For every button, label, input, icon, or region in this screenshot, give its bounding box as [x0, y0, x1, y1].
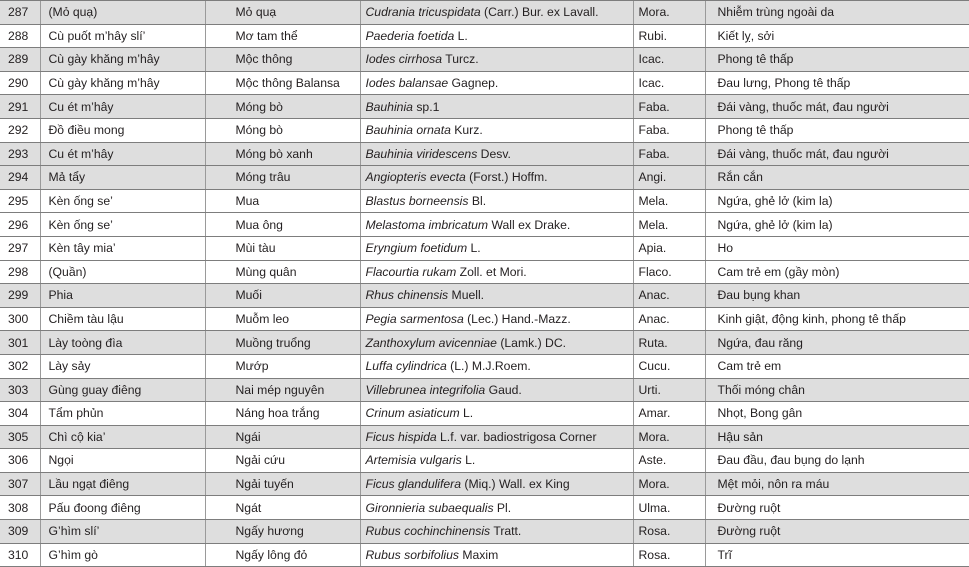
scientific-name-author: L. [459, 406, 474, 421]
local-name-cell: Cu ét m’hây [40, 142, 205, 166]
row-number-cell: 301 [0, 331, 40, 355]
table-row [0, 142, 969, 166]
scientific-name-cell [360, 284, 633, 308]
scientific-name-species: Eryngium foetidum [365, 241, 468, 256]
local-name-cell: Cù gày khăng m’hây [40, 71, 205, 95]
table-row [0, 307, 969, 331]
medicinal-use-cell: Đái vàng, thuốc mát, đau người [705, 142, 969, 166]
medicinal-use-cell: Kinh giật, động kinh, phong tê thấp [705, 307, 969, 331]
vietnamese-name-cell: Mùi tàu [205, 236, 360, 260]
vietnamese-name-cell: Muối [205, 284, 360, 308]
table-row [0, 331, 969, 355]
scientific-name-cell [360, 142, 633, 166]
row-number-cell: 306 [0, 449, 40, 473]
local-name-cell: Pấu đoong điêng [40, 496, 205, 520]
scientific-name-species: Cudrania tricuspidata [365, 5, 481, 20]
scientific-name-species: Rubus cochinchinensis [365, 524, 491, 539]
scientific-name-cell [360, 189, 633, 213]
scientific-name-species: Bauhinia viridescens [365, 146, 478, 161]
family-cell: Ruta. [633, 331, 705, 355]
table-row [0, 24, 969, 48]
row-number-cell: 309 [0, 520, 40, 544]
scientific-name-species: Rubus sorbifolius [365, 547, 459, 562]
medicinal-use-cell: Ngứa, ghẻ lở (kim la) [705, 213, 969, 237]
family-cell: Icac. [633, 48, 705, 72]
vietnamese-name-cell: Muỗm leo [205, 307, 360, 331]
family-cell: Mela. [633, 213, 705, 237]
family-cell: Mora. [633, 425, 705, 449]
vietnamese-name-cell: Mộc thông Balansa [205, 71, 360, 95]
family-cell: Icac. [633, 71, 705, 95]
scientific-name-author: Wall ex Drake. [488, 217, 571, 232]
row-number-cell: 295 [0, 189, 40, 213]
vietnamese-name-cell: Mơ tam thể [205, 24, 360, 48]
local-name-cell: Phia [40, 284, 205, 308]
local-name-cell: Cù puốt m’hây slí’ [40, 24, 205, 48]
vietnamese-name-cell: Mua ông [205, 213, 360, 237]
row-number-cell: 310 [0, 543, 40, 567]
scientific-name-author: Turcz. [442, 52, 479, 67]
family-cell: Faba. [633, 142, 705, 166]
scientific-name-cell [360, 425, 633, 449]
local-name-cell: G’hìm slí’ [40, 520, 205, 544]
row-number-cell: 298 [0, 260, 40, 284]
scientific-name-author: (Miq.) Wall. ex King [461, 477, 570, 492]
scientific-name-cell [360, 71, 633, 95]
scientific-name-author: Muell. [448, 288, 485, 303]
row-number-cell: 293 [0, 142, 40, 166]
family-cell: Mora. [633, 1, 705, 25]
family-cell: Mela. [633, 189, 705, 213]
scientific-name-species: Bauhinia [365, 99, 413, 114]
medicinal-use-cell: Cam trẻ em [705, 354, 969, 378]
row-number-cell: 296 [0, 213, 40, 237]
table-row [0, 378, 969, 402]
scientific-name-author: Tratt. [490, 524, 522, 539]
scientific-name-species: Blastus borneensis [365, 193, 469, 208]
vietnamese-name-cell: Móng trâu [205, 166, 360, 190]
medicinal-use-cell: Kiết lỵ, sởi [705, 24, 969, 48]
local-name-cell: Cu ét m’hây [40, 95, 205, 119]
scientific-name-author: (Carr.) Bur. ex Lavall. [480, 5, 599, 20]
medicinal-use-cell: Nhiễm trùng ngoài da [705, 1, 969, 25]
table-row [0, 189, 969, 213]
scientific-name-cell [360, 307, 633, 331]
scientific-name-author: (L.) M.J.Roem. [446, 359, 531, 374]
medicinal-use-cell: Thối móng chân [705, 378, 969, 402]
table-row [0, 118, 969, 142]
row-number-cell: 305 [0, 425, 40, 449]
scientific-name-author: L. [467, 241, 481, 256]
medicinal-use-cell: Rắn cắn [705, 166, 969, 190]
family-cell: Urti. [633, 378, 705, 402]
scientific-name-cell [360, 354, 633, 378]
scientific-name-species: Iodes cirrhosa [365, 52, 443, 67]
table-row [0, 48, 969, 72]
scientific-name-author: Pl. [493, 500, 512, 515]
scientific-name-species: Pegia sarmentosa [365, 311, 464, 326]
table-row [0, 449, 969, 473]
family-cell: Rubi. [633, 24, 705, 48]
row-number-cell: 303 [0, 378, 40, 402]
local-name-cell: Gùng guay điêng [40, 378, 205, 402]
scientific-name-species: Crinum asiaticum [365, 406, 460, 421]
local-name-cell: G’hìm gò [40, 543, 205, 567]
medicinal-use-cell: Hậu sản [705, 425, 969, 449]
table-body [0, 1, 969, 567]
table-row [0, 425, 969, 449]
row-number-cell: 297 [0, 236, 40, 260]
table-row [0, 472, 969, 496]
scientific-name-cell [360, 472, 633, 496]
medicinal-use-cell: Cam trẻ em (gầy mòn) [705, 260, 969, 284]
medicinal-use-cell: Đường ruột [705, 520, 969, 544]
vietnamese-name-cell: Mộc thông [205, 48, 360, 72]
scientific-name-species: Luffa cylindrica [365, 359, 447, 374]
scientific-name-species: Bauhinia ornata [365, 123, 451, 138]
scientific-name-cell [360, 118, 633, 142]
vietnamese-name-cell: Ngấy hương [205, 520, 360, 544]
row-number-cell: 290 [0, 71, 40, 95]
medicinal-use-cell: Phong tê thấp [705, 48, 969, 72]
row-number-cell: 300 [0, 307, 40, 331]
scientific-name-species: Villebrunea integrifolia [365, 382, 486, 397]
family-cell: Angi. [633, 166, 705, 190]
scientific-name-author: Desv. [477, 146, 511, 161]
medicinal-use-cell: Trĩ [705, 543, 969, 567]
vietnamese-name-cell: Ngải tuyến [205, 472, 360, 496]
vietnamese-name-cell: Náng hoa trắng [205, 402, 360, 426]
family-cell: Amar. [633, 402, 705, 426]
row-number-cell: 292 [0, 118, 40, 142]
scientific-name-author: Zoll. et Mori. [456, 264, 527, 279]
table-row [0, 543, 969, 567]
row-number-cell: 308 [0, 496, 40, 520]
family-cell: Faba. [633, 118, 705, 142]
medicinal-use-cell: Phong tê thấp [705, 118, 969, 142]
family-cell: Mora. [633, 472, 705, 496]
table-row [0, 236, 969, 260]
scientific-name-cell [360, 449, 633, 473]
medicinal-use-cell: Đái vàng, thuốc mát, đau người [705, 95, 969, 119]
local-name-cell: Lày sảy [40, 354, 205, 378]
vietnamese-name-cell: Móng bò [205, 118, 360, 142]
scientific-name-author: (Lamk.) DC. [496, 335, 567, 350]
local-name-cell: Tẩm phủn [40, 402, 205, 426]
table-row [0, 496, 969, 520]
vietnamese-name-cell: Ngải cứu [205, 449, 360, 473]
local-name-cell: Kèn ống se’ [40, 213, 205, 237]
scientific-name-author: (Lec.) Hand.-Mazz. [463, 311, 571, 326]
vietnamese-name-cell: Móng bò xanh [205, 142, 360, 166]
local-name-cell: (Mỏ quạ) [40, 1, 205, 25]
local-name-cell: Lầu ngạt điêng [40, 472, 205, 496]
table-row [0, 520, 969, 544]
scientific-name-cell [360, 543, 633, 567]
scientific-name-species: Melastoma imbricatum [365, 217, 489, 232]
row-number-cell: 294 [0, 166, 40, 190]
vietnamese-name-cell: Ngái [205, 425, 360, 449]
table-row [0, 354, 969, 378]
row-number-cell: 307 [0, 472, 40, 496]
family-cell: Anac. [633, 307, 705, 331]
local-name-cell: Đồ điều mong [40, 118, 205, 142]
vietnamese-name-cell: Mỏ quạ [205, 1, 360, 25]
scientific-name-cell [360, 331, 633, 355]
row-number-cell: 302 [0, 354, 40, 378]
row-number-cell: 289 [0, 48, 40, 72]
scientific-name-species: Rhus chinensis [365, 288, 449, 303]
table-row [0, 213, 969, 237]
medicinal-use-cell: Ngứa, ghẻ lở (kim la) [705, 189, 969, 213]
scientific-name-species: Flacourtia rukam [365, 264, 457, 279]
medicinal-use-cell: Đau bụng khan [705, 284, 969, 308]
scientific-name-species: Artemisia vulgaris [365, 453, 462, 468]
local-name-cell: Lày toòng đìa [40, 331, 205, 355]
scientific-name-author: Maxim [458, 547, 499, 562]
scientific-name-species: Gironnieria subaequalis [365, 500, 494, 515]
family-cell: Faba. [633, 95, 705, 119]
scientific-name-author: L. [454, 28, 468, 43]
table-row [0, 1, 969, 25]
scientific-name-author: Gagnep. [448, 75, 499, 90]
table-row [0, 284, 969, 308]
medicinal-use-cell: Ngứa, đau răng [705, 331, 969, 355]
medicinal-use-cell: Đau đầu, đau bụng do lạnh [705, 449, 969, 473]
family-cell: Rosa. [633, 543, 705, 567]
table-row [0, 402, 969, 426]
scientific-name-author: sp.1 [412, 99, 440, 114]
vietnamese-name-cell: Móng bò [205, 95, 360, 119]
row-number-cell: 288 [0, 24, 40, 48]
scientific-name-author: Kurz. [450, 123, 483, 138]
scientific-name-species: Angiopteris evecta [365, 170, 466, 185]
table-row [0, 166, 969, 190]
scientific-name-cell [360, 1, 633, 25]
scientific-name-species: Ficus glandulifera [365, 477, 462, 492]
local-name-cell: (Quần) [40, 260, 205, 284]
medicinal-use-cell: Đau lưng, Phong tê thấp [705, 71, 969, 95]
scientific-name-species: Zanthoxylum avicenniae [365, 335, 497, 350]
family-cell: Anac. [633, 284, 705, 308]
scientific-name-species: Paederia foetida [365, 28, 455, 43]
family-cell: Aste. [633, 449, 705, 473]
scientific-name-author: (Forst.) Hoffm. [465, 170, 548, 185]
local-name-cell: Chì cộ kia’ [40, 425, 205, 449]
vietnamese-name-cell: Ngát [205, 496, 360, 520]
local-name-cell: Cù gày khăng m’hây [40, 48, 205, 72]
scientific-name-species: Iodes balansae [365, 75, 449, 90]
row-number-cell: 287 [0, 1, 40, 25]
family-cell: Cucu. [633, 354, 705, 378]
local-name-cell: Kèn ống se’ [40, 189, 205, 213]
scientific-name-cell [360, 378, 633, 402]
medicinal-use-cell: Nhọt, Bong gân [705, 402, 969, 426]
row-number-cell: 291 [0, 95, 40, 119]
vietnamese-name-cell: Ngấy lông đỏ [205, 543, 360, 567]
scientific-name-cell [360, 402, 633, 426]
table-row [0, 260, 969, 284]
row-number-cell: 299 [0, 284, 40, 308]
scientific-name-cell [360, 236, 633, 260]
family-cell: Rosa. [633, 520, 705, 544]
vietnamese-name-cell: Mua [205, 189, 360, 213]
scientific-name-cell [360, 520, 633, 544]
scientific-name-cell [360, 95, 633, 119]
family-cell: Apia. [633, 236, 705, 260]
medicinal-use-cell: Mệt mỏi, nôn ra máu [705, 472, 969, 496]
scientific-name-cell [360, 496, 633, 520]
family-cell: Ulma. [633, 496, 705, 520]
scientific-name-author: L.f. var. badiostrigosa Corner [436, 429, 597, 444]
medicinal-use-cell: Ho [705, 236, 969, 260]
vietnamese-name-cell: Muồng truổng [205, 331, 360, 355]
local-name-cell: Kèn tây mia’ [40, 236, 205, 260]
table-row [0, 95, 969, 119]
table-row [0, 71, 969, 95]
local-name-cell: Mả tẩy [40, 166, 205, 190]
row-number-cell: 304 [0, 402, 40, 426]
scientific-name-cell [360, 166, 633, 190]
family-cell: Flaco. [633, 260, 705, 284]
scientific-name-cell [360, 260, 633, 284]
vietnamese-name-cell: Nai mép nguyên [205, 378, 360, 402]
scientific-name-cell [360, 48, 633, 72]
local-name-cell: Ngọi [40, 449, 205, 473]
medicinal-use-cell: Đường ruột [705, 496, 969, 520]
vietnamese-name-cell: Mướp [205, 354, 360, 378]
scientific-name-author: Gaud. [485, 382, 522, 397]
vietnamese-name-cell: Mùng quân [205, 260, 360, 284]
scientific-name-author: L. [461, 453, 476, 468]
scientific-name-cell [360, 24, 633, 48]
scientific-name-author: Bl. [468, 193, 487, 208]
local-name-cell: Chiềm tàu lậu [40, 307, 205, 331]
scientific-name-cell [360, 213, 633, 237]
scientific-name-species: Ficus hispida [365, 429, 437, 444]
